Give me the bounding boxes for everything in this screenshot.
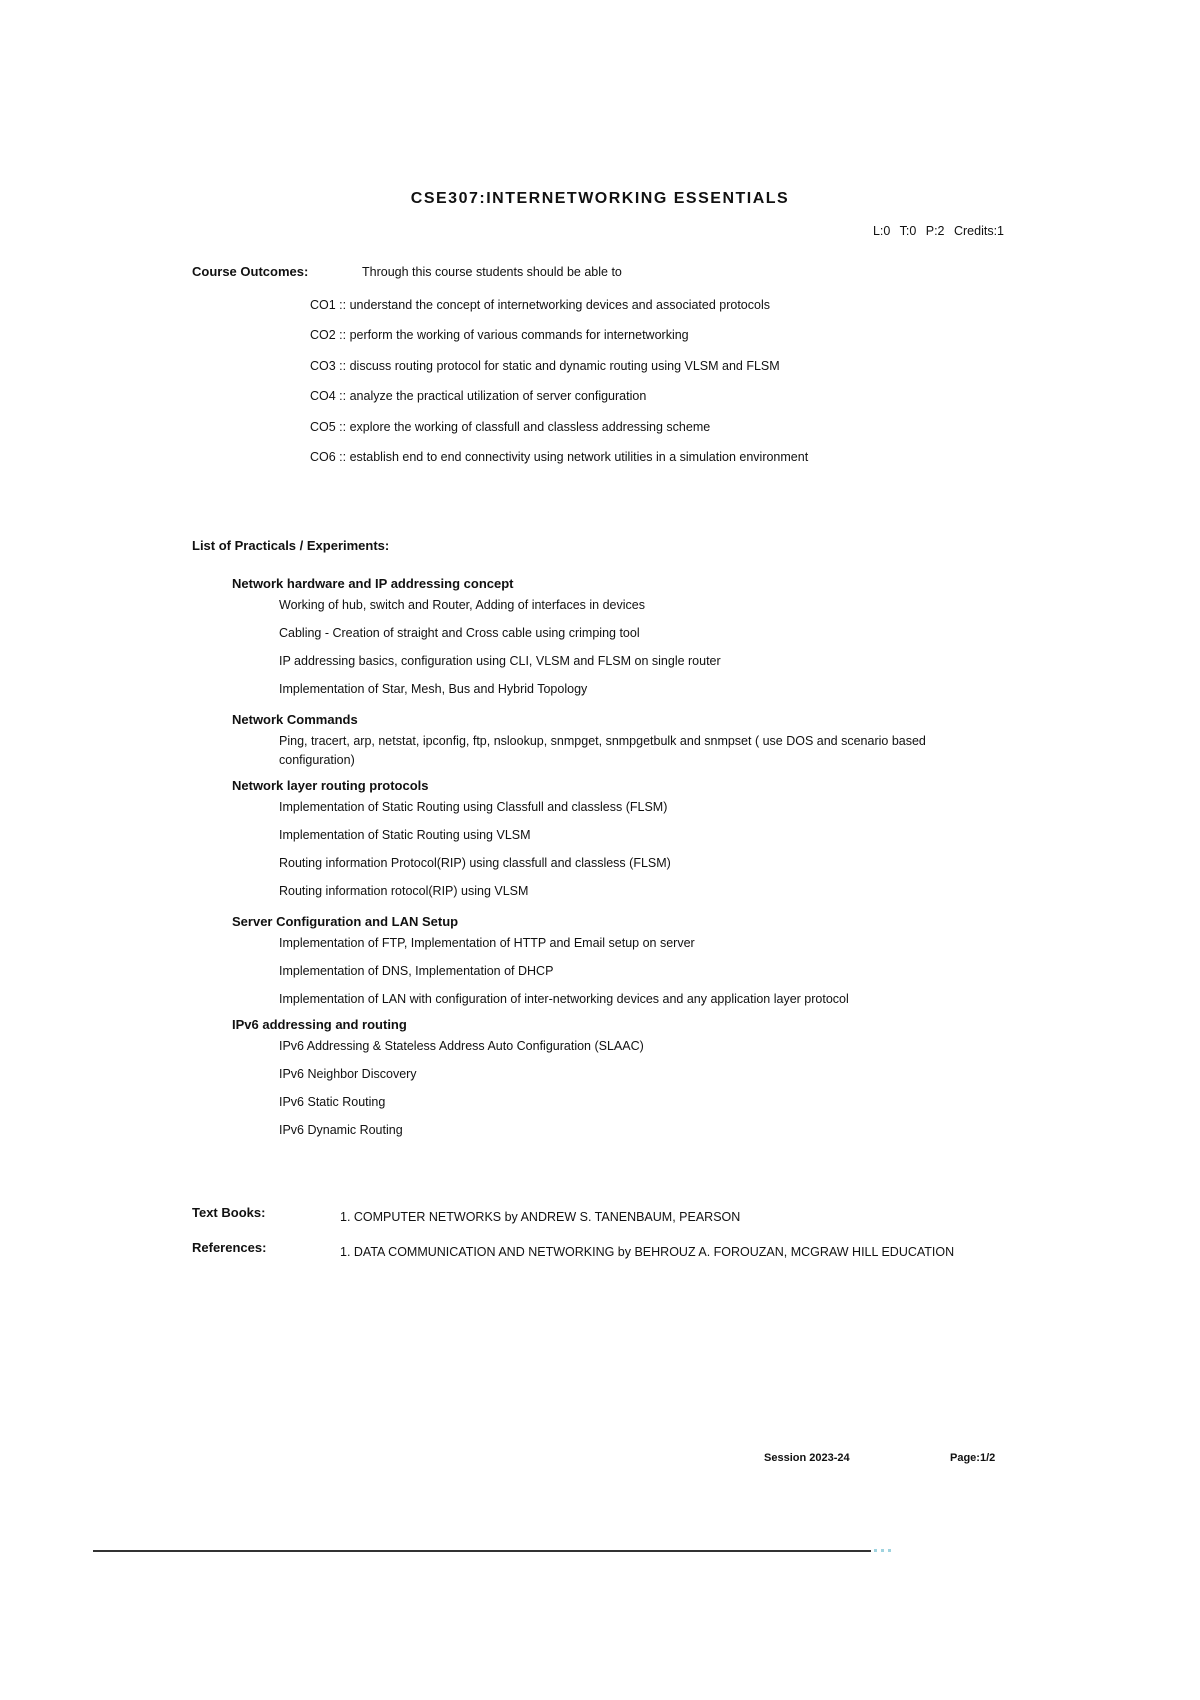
section-title: IPv6 addressing and routing	[232, 1017, 407, 1032]
experiment-item: Working of hub, switch and Router, Adding of interfaces in devices	[279, 598, 645, 612]
experiment-item: Routing information rotocol(RIP) using VLSM	[279, 884, 529, 898]
page-number: Page:1/2	[950, 1452, 996, 1464]
experiment-item: IPv6 Neighbor Discovery	[279, 1067, 417, 1081]
section-title: Server Configuration and LAN Setup	[232, 914, 459, 929]
experiment-item: IP addressing basics, configuration using CLI, VLSM and FLSM on single router	[279, 654, 721, 668]
course-outcome-item: CO3 :: discuss routing protocol for static and dynamic routing using VLSM and FLSM	[310, 358, 780, 373]
footer-divider-dots	[874, 1549, 894, 1552]
course-outcome-item: CO5 :: explore the working of classfull and classless addressing scheme	[310, 419, 711, 434]
section-title: Network Commands	[232, 712, 358, 727]
references-label: References:	[192, 1240, 267, 1255]
text-book-item: 1. COMPUTER NETWORKS by ANDREW S. TANENBAUM, PEARSON	[340, 1210, 741, 1224]
course-outcomes-intro: Through this course students should be able to	[362, 265, 622, 279]
footer-divider	[93, 1550, 871, 1552]
experiment-item: Implementation of Star, Mesh, Bus and Hybrid Topology	[279, 682, 588, 696]
practicals-sections	[232, 572, 1012, 1149]
course-outcomes-label: Course Outcomes:	[192, 264, 309, 279]
experiment-item: Implementation of LAN with configuration of inter-networking devices and any application layer protocol	[279, 992, 849, 1006]
section-title: Network layer routing protocols	[232, 778, 429, 793]
course-outcome-item: CO6 :: establish end to end connectivity using network utilities in a simulation environment	[310, 449, 809, 464]
section-title: Network hardware and IP addressing concept	[232, 576, 514, 591]
practical-section	[232, 774, 1012, 910]
practical-section	[232, 1013, 1012, 1149]
session-label: Session 2023-24	[764, 1452, 850, 1464]
practical-section	[232, 910, 1012, 1013]
credits-line: L:0 T:0 P:2 Credits:1	[872, 224, 1004, 238]
experiment-item: Implementation of Static Routing using Classfull and classless (FLSM)	[279, 800, 668, 814]
experiment-item: Routing information Protocol(RIP) using classfull and classless (FLSM)	[279, 856, 671, 870]
experiment-item: Cabling - Creation of straight and Cross cable using crimping tool	[279, 626, 640, 640]
text-books-label: Text Books:	[192, 1205, 266, 1220]
experiment-item: Implementation of FTP, Implementation of HTTP and Email setup on server	[279, 936, 695, 950]
experiment-item: Implementation of Static Routing using VLSM	[279, 828, 531, 842]
course-outcome-item: CO4 :: analyze the practical utilization of server configuration	[310, 389, 647, 404]
course-outcome-item: CO2 :: perform the working of various commands for internetworking	[310, 328, 689, 343]
experiment-item: IPv6 Addressing & Stateless Address Auto Configuration (SLAAC)	[279, 1039, 644, 1053]
practical-section	[232, 572, 1012, 708]
reference-item: 1. DATA COMMUNICATION AND NETWORKING by BEHROUZ A. FOROUZAN, MCGRAW HILL EDUCATION	[340, 1245, 955, 1259]
course-outcomes-list	[310, 298, 1030, 480]
course-outcome-item: CO1 :: understand the concept of internetworking devices and associated protocols	[310, 298, 770, 312]
course-title: CSE307:INTERNETWORKING ESSENTIALS	[410, 190, 790, 207]
experiment-item: IPv6 Dynamic Routing	[279, 1123, 403, 1137]
experiment-item: Implementation of DNS, Implementation of DHCP	[279, 964, 554, 978]
experiment-item: Ping, tracert, arp, netstat, ipconfig, ftp, nslookup, snmpget, snmpgetbulk and snmpset ( use DOS and scenario based configuration)	[279, 734, 926, 767]
practicals-heading: List of Practicals / Experiments:	[192, 538, 390, 553]
practical-section	[232, 708, 1012, 774]
experiment-item: IPv6 Static Routing	[279, 1095, 386, 1109]
